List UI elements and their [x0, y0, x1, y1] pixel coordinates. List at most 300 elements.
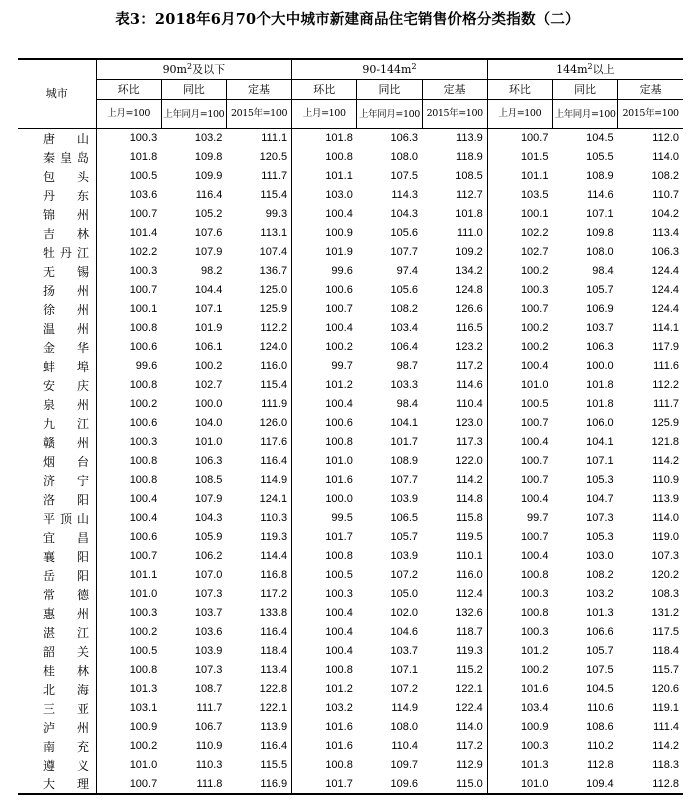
- index-value-cell: 101.2: [292, 680, 357, 699]
- index-value-cell: 104.5: [552, 129, 617, 148]
- index-value-cell: 106.3: [651, 246, 679, 258]
- city-name: 平顶山: [43, 511, 89, 526]
- index-value-cell: 105.7: [586, 284, 614, 296]
- index-value-cell: 132.6: [455, 607, 483, 619]
- index-value-cell: 110.2: [586, 740, 614, 752]
- index-value-cell: 101.0: [487, 376, 552, 395]
- index-value-cell: 119.0: [652, 531, 679, 543]
- index-value-cell: 108.0: [390, 721, 419, 733]
- index-value-cell: 111.7: [196, 702, 223, 714]
- city-cell: [18, 585, 96, 604]
- index-value-cell: 100.8: [292, 756, 357, 775]
- index-value-cell: 136.7: [259, 265, 288, 277]
- index-value-cell: 122.1: [455, 683, 483, 695]
- index-value-cell: 106.1: [194, 341, 223, 353]
- index-value-cell: 98.2: [201, 265, 223, 277]
- index-value-cell: 122.1: [259, 702, 288, 714]
- index-value-cell: 101.8: [586, 379, 614, 391]
- table-row: [18, 490, 683, 509]
- city-name: 泉州: [43, 397, 89, 412]
- yoy-base-label: 上年同月=100: [357, 100, 422, 129]
- index-value-cell: 106.3: [586, 341, 614, 353]
- index-value-cell: 108.5: [455, 170, 483, 182]
- index-value-cell: 109.9: [194, 170, 223, 182]
- index-value-cell: 99.3: [265, 208, 288, 220]
- city-cell: [18, 471, 96, 490]
- index-value-cell: 97.4: [396, 265, 419, 277]
- table-row: [18, 186, 683, 205]
- city-cell: [18, 680, 96, 699]
- index-value-cell: 124.4: [651, 284, 679, 296]
- index-value-cell: 108.9: [390, 455, 419, 467]
- city-name: 大理: [43, 777, 89, 791]
- index-value-cell: 107.2: [390, 683, 419, 695]
- table-row: [18, 148, 683, 167]
- index-value-cell: 118.3: [652, 759, 679, 771]
- index-value-cell: 99.7: [292, 357, 357, 376]
- index-value-cell: 114.6: [456, 379, 483, 391]
- index-value-cell: 105.3: [586, 531, 614, 543]
- index-value-cell: 100.3: [487, 585, 552, 604]
- index-value-cell: 100.8: [96, 319, 161, 338]
- index-value-cell: 113.9: [422, 129, 487, 148]
- index-value-cell: 107.1: [586, 208, 614, 220]
- index-value-cell: 102.2: [96, 243, 161, 262]
- index-value-cell: 114.9: [260, 474, 288, 486]
- index-value-cell: 100.8: [292, 433, 357, 452]
- table-row: [18, 414, 683, 433]
- index-value-cell: 103.6: [194, 626, 223, 638]
- index-value-cell: 110.3: [260, 512, 288, 524]
- mom-header: 环比: [487, 80, 552, 100]
- index-value-cell: 106.0: [586, 417, 614, 429]
- city-cell: [18, 433, 96, 452]
- index-value-cell: 103.3: [390, 379, 419, 391]
- index-value-cell: 108.2: [390, 303, 419, 315]
- table-row: [18, 167, 683, 186]
- index-value-cell: 118.4: [260, 645, 288, 657]
- index-value-cell: 101.7: [292, 775, 357, 794]
- index-value-cell: 116.5: [456, 322, 483, 334]
- index-value-cell: 100.7: [487, 129, 552, 148]
- index-value-cell: 98.4: [592, 265, 614, 277]
- index-value-cell: 106.6: [586, 626, 614, 638]
- index-value-cell: 114.9: [391, 702, 419, 714]
- index-value-cell: 124.4: [651, 265, 679, 277]
- index-value-cell: 100.8: [96, 376, 161, 395]
- index-value-cell: 110.9: [652, 474, 679, 486]
- mom-base-label: 上月=100: [487, 100, 552, 129]
- index-value-cell: 105.7: [586, 645, 614, 657]
- index-value-cell: 100.5: [96, 167, 161, 186]
- index-value-cell: 103.6: [96, 186, 161, 205]
- index-value-cell: 102.0: [390, 607, 419, 619]
- table-title: 表3：2018年6月70个大中城市新建商品住宅销售价格分类指数（二）: [115, 11, 580, 28]
- table-row: [18, 281, 683, 300]
- index-value-cell: 126.0: [259, 417, 288, 429]
- yoy-header: 同比: [161, 80, 226, 100]
- index-value-cell: 100.2: [487, 319, 552, 338]
- index-value-cell: 101.0: [292, 452, 357, 471]
- index-value-cell: 107.7: [390, 474, 419, 486]
- index-value-cell: 115.7: [652, 664, 679, 676]
- table-row: [18, 471, 683, 490]
- index-value-cell: 100.0: [586, 360, 614, 372]
- city-name: 牡丹江: [43, 245, 89, 260]
- index-value-cell: 101.8: [292, 129, 357, 148]
- mom-base-label: 上月=100: [96, 100, 161, 129]
- index-value-cell: 117.2: [260, 588, 288, 600]
- index-value-cell: 104.3: [390, 208, 419, 220]
- index-value-cell: 106.4: [390, 341, 419, 353]
- index-value-cell: 105.3: [586, 474, 614, 486]
- index-value-cell: 107.1: [194, 303, 223, 315]
- index-value-cell: 120.6: [651, 683, 679, 695]
- index-value-cell: 100.7: [96, 205, 161, 224]
- index-value-cell: 108.2: [586, 569, 614, 581]
- index-value-cell: 117.5: [652, 626, 679, 638]
- city-name: 丹东: [43, 188, 89, 203]
- index-value-cell: 101.7: [292, 528, 357, 547]
- city-cell: [18, 338, 96, 357]
- index-value-cell: 106.9: [586, 303, 614, 315]
- index-value-cell: 107.5: [390, 170, 419, 182]
- city-name: 唐山: [43, 131, 89, 146]
- city-cell: [18, 281, 96, 300]
- fixed-base-header: 定基: [618, 80, 683, 100]
- index-value-cell: 100.3: [96, 262, 161, 281]
- city-cell: [18, 148, 96, 167]
- mom-header: 环比: [96, 80, 161, 100]
- index-value-cell: 101.1: [487, 167, 552, 186]
- index-value-cell: 100.4: [487, 547, 552, 566]
- index-value-cell: 124.0: [259, 341, 288, 353]
- index-value-cell: 122.8: [259, 683, 288, 695]
- city-cell: [18, 756, 96, 775]
- city-name: 温州: [43, 321, 89, 336]
- index-value-cell: 100.2: [96, 623, 161, 642]
- index-value-cell: 100.2: [194, 360, 223, 372]
- index-value-cell: 107.2: [390, 569, 419, 581]
- table-row: [18, 319, 683, 338]
- index-value-cell: 110.7: [652, 189, 679, 201]
- index-value-cell: 112.7: [456, 189, 483, 201]
- table-row: [18, 547, 683, 566]
- index-value-cell: 100.8: [96, 471, 161, 490]
- table-row: [18, 262, 683, 281]
- index-value-cell: 107.4: [259, 246, 288, 258]
- yoy-header: 同比: [357, 80, 422, 100]
- table-row: [18, 338, 683, 357]
- index-value-cell: 100.2: [292, 338, 357, 357]
- index-value-cell: 111.8: [161, 775, 226, 794]
- index-value-cell: 103.2: [586, 588, 614, 600]
- index-value-cell: 100.4: [487, 490, 552, 509]
- city-name: 锦州: [43, 207, 89, 222]
- city-cell: [18, 167, 96, 186]
- index-value-cell: 119.5: [456, 531, 483, 543]
- index-value-cell: 112.8: [618, 775, 683, 794]
- index-value-cell: 101.4: [96, 224, 161, 243]
- index-value-cell: 107.3: [194, 588, 223, 600]
- index-value-cell: 100.7: [487, 414, 552, 433]
- index-value-cell: 125.9: [259, 303, 288, 315]
- city-cell: [18, 224, 96, 243]
- index-value-cell: 104.5: [586, 683, 614, 695]
- index-value-cell: 100.6: [292, 414, 357, 433]
- city-name: 襄阳: [43, 549, 89, 564]
- table-row: [18, 509, 683, 528]
- index-value-cell: 103.7: [586, 322, 614, 334]
- index-value-cell: 100.8: [292, 547, 357, 566]
- index-value-cell: 100.8: [96, 661, 161, 680]
- city-cell: [18, 243, 96, 262]
- index-value-cell: 100.2: [96, 737, 161, 756]
- index-value-cell: 106.3: [194, 455, 223, 467]
- index-value-cell: 123.2: [455, 341, 483, 353]
- index-value-cell: 107.3: [586, 512, 614, 524]
- index-value-cell: 104.4: [194, 284, 223, 296]
- table-row: [18, 604, 683, 623]
- index-value-cell: 101.8: [586, 398, 614, 410]
- index-value-cell: 101.0: [96, 585, 161, 604]
- table-row: [18, 737, 683, 756]
- table-row: [18, 300, 683, 319]
- city-name: 秦皇岛: [43, 150, 89, 165]
- city-cell: [18, 357, 96, 376]
- index-value-cell: 108.3: [651, 588, 679, 600]
- index-value-cell: 100.4: [487, 433, 552, 452]
- index-value-cell: 114.6: [586, 189, 614, 201]
- index-value-cell: 115.8: [456, 512, 483, 524]
- index-value-cell: 99.6: [96, 357, 161, 376]
- city-cell: [18, 718, 96, 737]
- index-value-cell: 99.6: [292, 262, 357, 281]
- index-value-cell: 131.2: [651, 607, 679, 619]
- city-name: 岳阳: [43, 568, 89, 583]
- index-value-cell: 100.9: [96, 718, 161, 737]
- index-value-cell: 104.1: [586, 436, 614, 448]
- fixed-base-header: 定基: [422, 80, 487, 100]
- index-value-cell: 100.3: [96, 129, 161, 148]
- index-value-cell: 99.5: [292, 509, 357, 528]
- table-row: [18, 395, 683, 414]
- index-value-cell: 110.4: [391, 740, 419, 752]
- index-value-cell: 100.9: [292, 224, 357, 243]
- index-value-cell: 99.7: [487, 509, 552, 528]
- yoy-base-label: 上年同月=100: [552, 100, 617, 129]
- index-value-cell: 108.6: [586, 721, 614, 733]
- city-cell: [18, 737, 96, 756]
- city-name: 无锡: [43, 264, 89, 279]
- index-value-cell: 100.7: [292, 300, 357, 319]
- index-value-cell: 116.0: [260, 360, 288, 372]
- index-value-cell: 100.3: [487, 281, 552, 300]
- index-value-cell: 108.2: [651, 170, 679, 182]
- index-value-cell: 111.6: [653, 360, 679, 372]
- index-value-cell: 100.4: [292, 395, 357, 414]
- table-row: [18, 718, 683, 737]
- index-value-cell: 100.4: [292, 623, 357, 642]
- index-value-cell: 113.4: [260, 664, 288, 676]
- table-row: [18, 357, 683, 376]
- yoy-header: 同比: [552, 80, 617, 100]
- fixed-base-label: 2015年=100: [226, 100, 291, 129]
- index-value-cell: 100.7: [96, 547, 161, 566]
- index-value-cell: 122.4: [455, 702, 483, 714]
- index-value-cell: 100.7: [96, 281, 161, 300]
- city-name: 泸州: [43, 720, 89, 735]
- index-value-cell: 101.8: [455, 208, 483, 220]
- index-value-cell: 106.3: [357, 129, 422, 148]
- index-value-cell: 101.7: [390, 436, 419, 448]
- index-value-cell: 115.4: [260, 379, 288, 391]
- index-value-cell: 103.9: [390, 550, 419, 562]
- city-cell: [18, 319, 96, 338]
- index-value-cell: 104.2: [651, 208, 679, 220]
- index-value-cell: 116.8: [260, 569, 288, 581]
- index-value-cell: 103.2: [161, 129, 226, 148]
- index-value-cell: 108.0: [390, 151, 419, 163]
- index-value-cell: 114.8: [456, 493, 483, 505]
- index-value-cell: 101.3: [96, 680, 161, 699]
- index-value-cell: 100.2: [96, 395, 161, 414]
- index-value-cell: 125.0: [259, 284, 288, 296]
- index-value-cell: 98.4: [396, 398, 419, 410]
- table-row: [18, 566, 683, 585]
- index-value-cell: 107.1: [586, 455, 614, 467]
- index-value-cell: 107.3: [651, 550, 679, 562]
- city-name: 蚌埠: [43, 359, 89, 374]
- index-value-cell: 112.4: [456, 588, 483, 600]
- index-value-cell: 104.0: [194, 417, 223, 429]
- index-value-cell: 100.3: [487, 737, 552, 756]
- city-name: 南充: [43, 739, 89, 754]
- city-name: 桂林: [43, 663, 89, 678]
- index-value-cell: 101.2: [292, 376, 357, 395]
- index-value-cell: 103.0: [586, 550, 614, 562]
- city-cell: [18, 566, 96, 585]
- index-value-cell: 110.3: [195, 759, 223, 771]
- city-cell: [18, 547, 96, 566]
- table-row: [18, 775, 683, 794]
- index-value-cell: 109.4: [552, 775, 617, 794]
- index-value-cell: 115.5: [260, 759, 288, 771]
- index-value-cell: 100.2: [487, 262, 552, 281]
- city-name: 湛江: [43, 625, 89, 640]
- index-value-cell: 110.9: [195, 740, 223, 752]
- index-value-cell: 112.2: [652, 379, 679, 391]
- index-value-cell: 117.3: [456, 436, 483, 448]
- index-value-cell: 118.9: [456, 151, 483, 163]
- index-value-cell: 103.1: [96, 699, 161, 718]
- yoy-base-label: 上年同月=100: [161, 100, 226, 129]
- city-cell: [18, 376, 96, 395]
- mom-base-label: 上月=100: [292, 100, 357, 129]
- index-value-cell: 100.4: [292, 604, 357, 623]
- index-value-cell: 103.9: [390, 493, 419, 505]
- city-cell: [18, 186, 96, 205]
- index-value-cell: 101.3: [586, 607, 614, 619]
- index-value-cell: 100.1: [487, 205, 552, 224]
- index-value-cell: 100.2: [487, 661, 552, 680]
- index-value-cell: 100.7: [96, 775, 161, 794]
- index-value-cell: 101.9: [194, 322, 223, 334]
- group-header-over-144: $144m^2$以上: [487, 59, 683, 80]
- index-value-cell: 100.6: [96, 528, 161, 547]
- index-value-cell: 114.1: [652, 322, 679, 334]
- index-value-cell: 103.4: [390, 322, 419, 334]
- index-value-cell: 105.7: [390, 531, 419, 543]
- index-value-cell: 116.4: [260, 740, 288, 752]
- group-header-under-90: $90m^2$及以下: [96, 59, 292, 80]
- index-value-cell: 105.6: [390, 284, 419, 296]
- index-value-cell: 100.8: [96, 452, 161, 471]
- index-value-cell: 100.6: [292, 281, 357, 300]
- index-value-cell: 116.4: [260, 626, 288, 638]
- table-row: [18, 642, 683, 661]
- index-value-cell: 120.5: [259, 151, 288, 163]
- fixed-base-label: 2015年=100: [422, 100, 487, 129]
- index-value-cell: 110.6: [586, 702, 614, 714]
- index-value-cell: 116.9: [226, 775, 291, 794]
- index-value-cell: 101.8: [96, 148, 161, 167]
- index-value-cell: 124.8: [455, 284, 483, 296]
- table-row: [18, 224, 683, 243]
- index-value-cell: 111.9: [261, 398, 288, 410]
- table-row: [18, 452, 683, 471]
- index-value-cell: 103.2: [292, 699, 357, 718]
- index-value-cell: 103.7: [194, 607, 223, 619]
- city-name: 安庆: [43, 378, 89, 393]
- city-cell: [18, 414, 96, 433]
- table-row: [18, 129, 683, 148]
- index-value-cell: 107.5: [586, 664, 614, 676]
- index-value-cell: 105.0: [390, 588, 419, 600]
- index-value-cell: 108.0: [586, 246, 614, 258]
- index-value-cell: 104.7: [586, 493, 614, 505]
- table-row: [18, 243, 683, 262]
- index-value-cell: 100.4: [487, 357, 552, 376]
- index-value-cell: 101.5: [487, 148, 552, 167]
- fixed-base-header: 定基: [226, 80, 291, 100]
- index-value-cell: 112.8: [586, 759, 614, 771]
- city-name: 金华: [43, 340, 89, 355]
- index-value-cell: 114.2: [652, 740, 679, 752]
- index-value-cell: 100.4: [96, 490, 161, 509]
- city-cell: [18, 509, 96, 528]
- index-value-cell: 109.6: [357, 775, 422, 794]
- index-value-cell: 100.3: [292, 585, 357, 604]
- table-row: [18, 205, 683, 224]
- index-value-cell: 100.8: [292, 148, 357, 167]
- index-value-cell: 107.0: [194, 569, 223, 581]
- index-value-cell: 112.2: [260, 322, 288, 334]
- city-name: 吉林: [43, 226, 89, 241]
- table-row: [18, 699, 683, 718]
- index-value-cell: 100.0: [292, 490, 357, 509]
- index-value-cell: 101.2: [487, 642, 552, 661]
- group-header-90-144: $90-144m^2$: [292, 59, 488, 80]
- index-value-cell: 100.8: [487, 566, 552, 585]
- city-name: 惠州: [43, 606, 89, 621]
- index-value-cell: 107.3: [194, 664, 223, 676]
- index-value-cell: 108.5: [194, 474, 223, 486]
- city-cell: [18, 528, 96, 547]
- index-value-cell: 101.0: [194, 436, 223, 448]
- index-value-cell: 100.4: [292, 205, 357, 224]
- city-name: 烟台: [43, 454, 89, 469]
